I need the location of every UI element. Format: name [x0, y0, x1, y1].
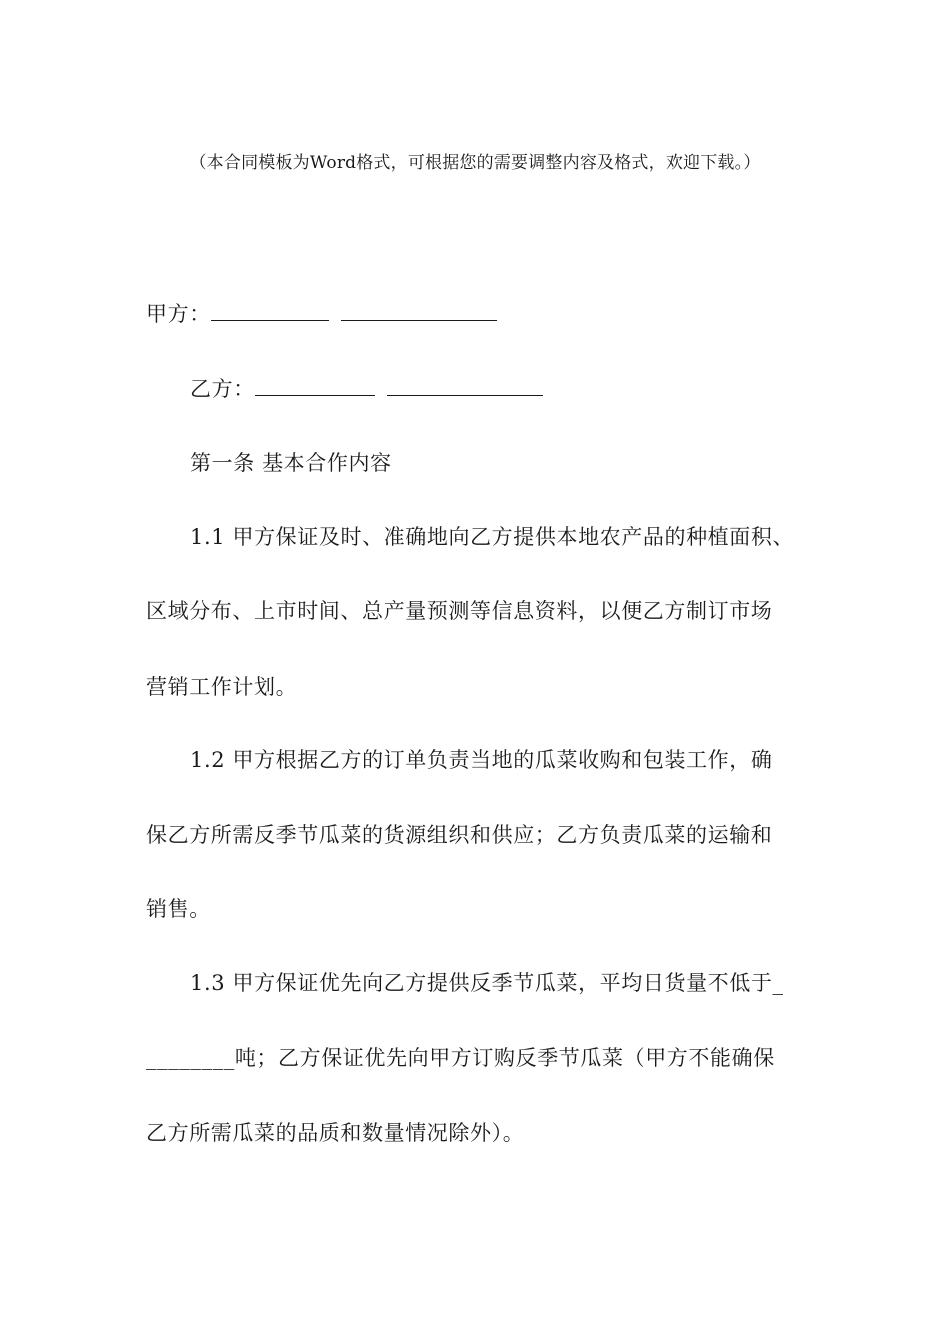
clause-1-2-line-1: 1.2 甲方根据乙方的订单负责当地的瓜菜收购和包装工作，确	[190, 748, 773, 772]
clause-1-1-line-2: 区域分布、上市时间、总产量预测等信息资料，以便乙方制订市场	[146, 599, 773, 623]
party-a-label: 甲方：	[146, 302, 211, 326]
clause-1-3-line-3: 乙方所需瓜菜的品质和数量情况除外）。	[146, 1121, 525, 1145]
article-1-title: 第一条 基本合作内容	[190, 451, 392, 475]
party-b-extra-blank	[387, 375, 543, 396]
clause-1-3-line-1: 1.3 甲方保证优先向乙方提供反季节瓜菜，平均日货量不低于_	[190, 971, 784, 995]
clause-1-1-line-3: 营销工作计划。	[146, 675, 298, 699]
party-b-name-blank	[255, 375, 375, 396]
clause-1-3-line-2-text: 吨；乙方保证优先向甲方订购反季节瓜菜（甲方不能确保	[234, 1046, 775, 1070]
clause-1-1-line-1: 1.1 甲方保证及时、准确地向乙方提供本地农产品的种植面积、	[190, 525, 795, 549]
party-b-label: 乙方：	[190, 377, 255, 401]
clause-1-3-line-2	[146, 1043, 775, 1073]
party-a-name-blank	[211, 300, 329, 321]
party-a-extra-blank	[341, 300, 497, 321]
template-note: （本合同模板为Word格式，可根据您的需要调整内容及格式，欢迎下载。）	[189, 153, 761, 173]
party-b-line	[190, 374, 555, 404]
clause-1-2-line-2: 保乙方所需反季节瓜菜的货源组织和供应；乙方负责瓜菜的运输和	[146, 823, 773, 847]
clause-1-2-line-3: 销售。	[146, 897, 211, 921]
quantity-blank: ________	[146, 1046, 235, 1070]
party-a-line	[146, 299, 509, 329]
